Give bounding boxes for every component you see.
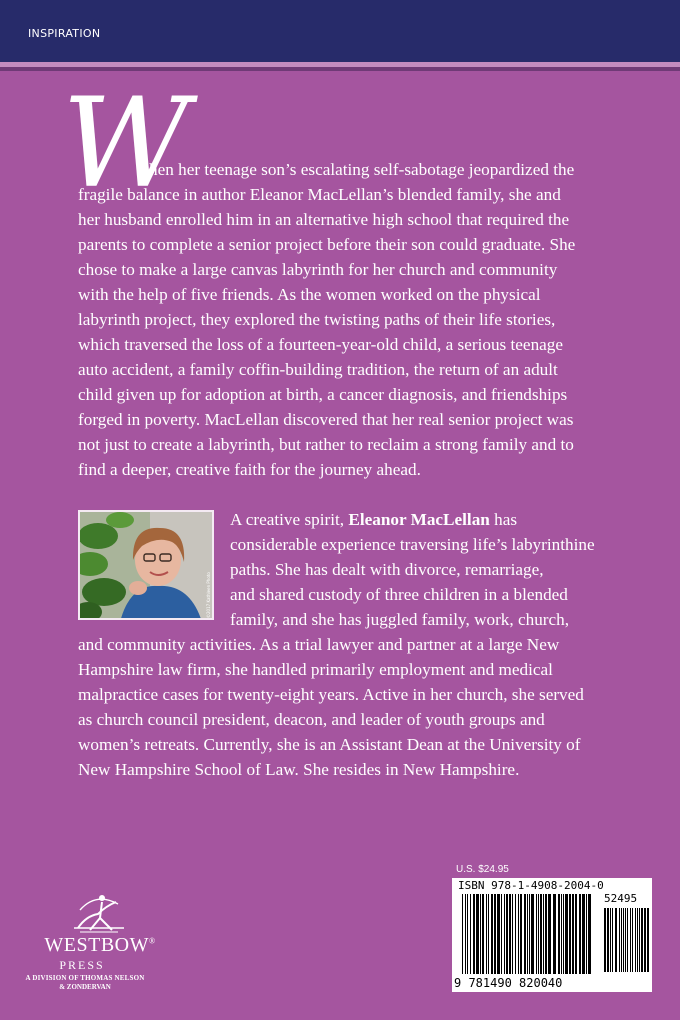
description-line: auto accident, a family coffin-building tradition, the return of an adult [78,360,558,379]
header-stripe-dark [0,67,680,71]
drop-cap: W [62,72,190,216]
bio-line: and shared custody of three children in a blended [230,585,568,604]
bio-line: considerable experience traversing life’s labyrinthine [230,535,595,554]
isbn-barcode [452,878,652,992]
archer-icon [20,890,180,936]
bio-line: family, and she has juggled family, work, church, [230,610,570,629]
description-line: find a deeper, creative faith for the journey ahead. [78,460,421,479]
description-line: parents to complete a senior project before their son could graduate. She [78,235,576,254]
author-photo [78,510,214,620]
publisher-name: WESTBOW® [44,934,156,956]
bio-line: women’s retreats. Currently, she is an Assistant Dean at the University of [78,735,581,754]
photo-credit: ©2017 Kathleen Photo [206,572,211,618]
isbn-label: ISBN 978-1-4908-2004-0 [458,879,604,892]
description-line: with the help of five friends. As the women worked on the physical [78,285,541,304]
bio-intro-after: has [489,510,518,529]
description-line: which traversed the loss of a fourteen-year-old child, a serious teenage [78,335,564,354]
bio-line: malpractice cases for twenty-eight years. Active in her church, she served [78,685,584,704]
publisher-press: PRESS [59,958,105,972]
description-line: hen her teenage son’s escalating self-sabotage jeopardized the [149,160,575,179]
barcode-bars [452,878,652,992]
bio-line: Hampshire law firm, she handled primarily employment and medical [78,660,553,679]
bio-line: paths. She has dealt with divorce, remarriage, [230,560,544,579]
description-line: not just to create a labyrinth, but rather to reclaim a strong family and to [78,435,574,454]
bio-line: as church council president, deacon, and leader of youth groups and [78,710,545,729]
bio-intro-line [230,509,517,531]
bio-intro: A creative spirit, [230,510,349,529]
author-name: Eleanor MacLellan [348,510,490,529]
ean-digits: 9 781490 820040 [454,976,563,990]
publisher-division-2: & ZONDERVAN [59,983,111,991]
bio-line: and community activities. As a trial lawyer and partner at a large New [78,635,560,654]
description-line: chose to make a large canvas labyrinth for her church and community [78,260,558,279]
description-line: fragile balance in author Eleanor MacLellan’s blended family, she and [78,185,561,204]
description-line: child given up for adoption at birth, a cancer diagnosis, and friendships [78,385,568,404]
price-code: 52495 [604,892,638,905]
bio-line: New Hampshire School of Law. She resides in New Hampshire. [78,760,520,779]
publisher-division: A DIVISION OF THOMAS NELSON [25,974,145,982]
publisher-logo [20,890,180,1010]
description-line: her husband enrolled him in an alternative high school that required the [78,210,570,229]
description-line: labyrinth project, they explored the twisting paths of their life stories, [78,310,556,329]
category-label: INSPIRATION [28,27,101,40]
description-line: forged in poverty. MacLellan discovered that her real senior project was [78,410,574,429]
price-label: U.S. $24.95 [456,864,509,875]
header-bar [0,0,680,62]
